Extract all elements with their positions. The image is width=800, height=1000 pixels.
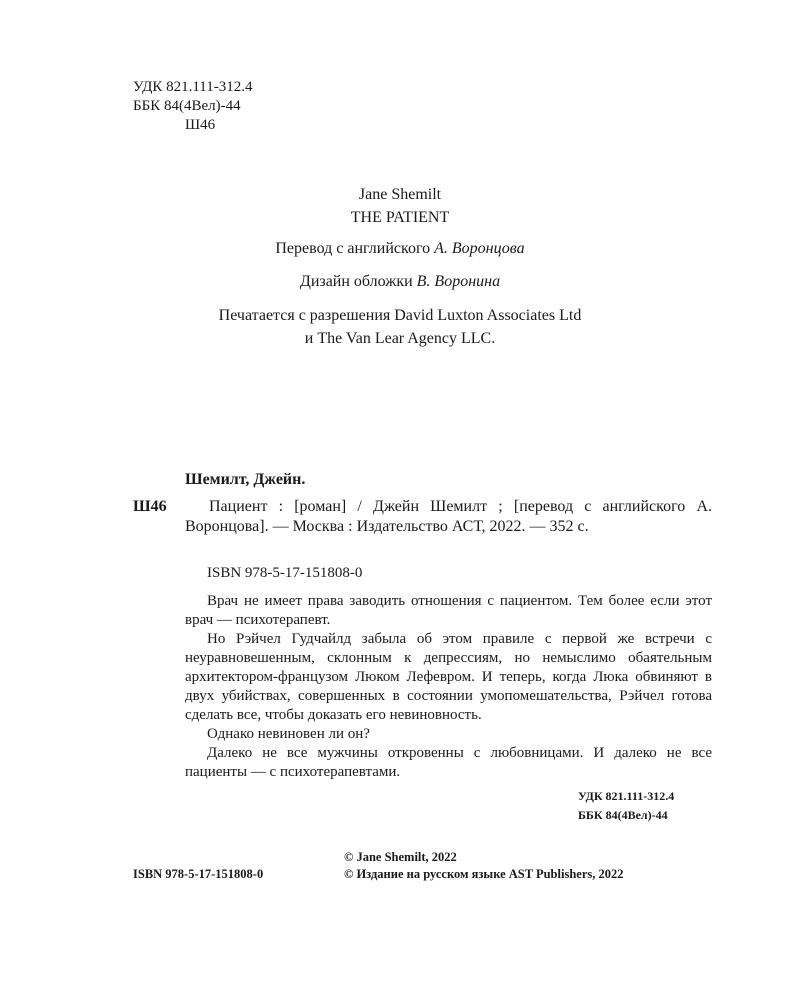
- author-mark: Ш46: [185, 117, 216, 133]
- record-author-mark: Ш46: [133, 498, 167, 515]
- original-title: THE PATIENT: [350, 209, 450, 226]
- bbk-code: ББК 84(4Вел)-44: [133, 98, 241, 114]
- original-author: Jane Shemilt: [358, 186, 442, 203]
- copyright-line-1: © Jane Shemilt, 2022: [344, 850, 457, 864]
- translator-name: А. Воронцова: [434, 240, 525, 257]
- annotation-paragraph: Но Рэйчел Гудчайлд забыла об этом правиле с первой же встречи с неуравновешенным, склонным к депрессиям, но немыслимо обаятельным архитектором-французом Люком Лефевром. И теперь, когда Люка обвиняют в двух убийствах, совершенных в состоянии умопомешательства, Рэйчел готова сделать все, чтобы доказать его невиновность.: [185, 631, 712, 723]
- annotation-paragraph: Далеко не все мужчины откровенны с любовницами. И далеко не все пациенты — с психотерапевтами.: [185, 745, 712, 780]
- annotation-paragraph: Однако невиновен ли он?: [207, 726, 370, 742]
- udk-code-bottom: УДК 821.111-312.4: [578, 789, 675, 803]
- udk-code: УДК 821.111-312.4: [133, 79, 253, 95]
- copyright-line-2: © Издание на русском языке AST Publishers, 2022: [344, 867, 624, 881]
- cover-designer-name: В. Воронина: [416, 273, 501, 290]
- translation-credit: [0, 240, 800, 258]
- record-author-heading: Шемилт, Джейн.: [185, 471, 306, 488]
- permission-line-2: и The Van Lear Agency LLC.: [304, 330, 496, 347]
- classification-codes-top: [133, 78, 252, 135]
- annotation: [185, 592, 712, 782]
- annotation-paragraph: Врач не имеет права заводить отношения с пациентом. Тем более если этот врач — психотерапевт.: [185, 593, 712, 628]
- cover-prefix: Дизайн обложки: [299, 273, 417, 290]
- description-text: Пациент : [роман] / Джейн Шемилт ; [перевод с английского А. Воронцова]. — Москва : Издательство АСТ, 2022. — 352 с.: [185, 498, 712, 535]
- permission-line-1: Печатается с разрешения David Luxton Associates Ltd: [218, 307, 582, 324]
- translation-prefix: Перевод с английского: [275, 240, 435, 257]
- classification-codes-bottom: [578, 787, 674, 825]
- copyright-block: [133, 849, 723, 883]
- original-credits: [0, 183, 800, 229]
- isbn-bottom: ISBN 978-5-17-151808-0: [133, 867, 264, 881]
- permission-notice: [0, 304, 800, 350]
- cover-design-credit: [0, 273, 800, 291]
- bbk-code-bottom: ББК 84(4Вел)-44: [578, 808, 668, 822]
- record-isbn: ISBN 978-5-17-151808-0: [207, 565, 363, 581]
- bibliographic-description: [185, 497, 712, 537]
